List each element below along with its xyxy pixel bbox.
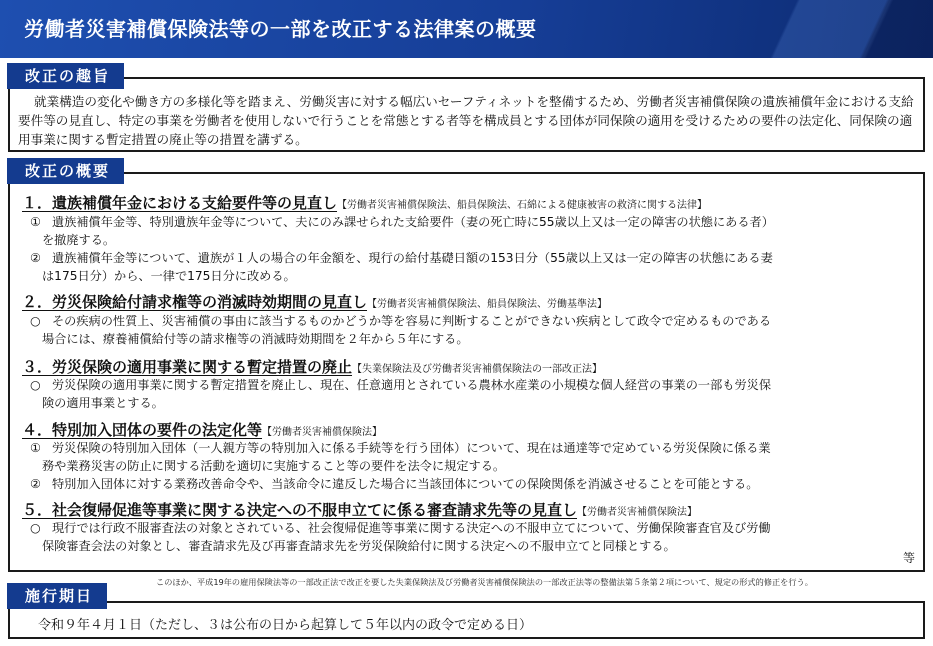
section-1-item-2-cont: は175日分）から、一律で175日分に改める。 (42, 269, 296, 283)
section-5-item-1-cont: 保険審査会法の対象とし、審査請求先及び再審査請求先を労災保険給付に関する決定への不服申立てと同様とする。 (42, 539, 676, 553)
item-text: その疾病の性質上、災害補償の事由に該当するものかどうか等を容易に判断することができない疾病として政令で定めるものである (52, 314, 772, 328)
section-1-title (22, 192, 707, 213)
section-4-title (22, 419, 382, 440)
section-1-heading: １．遺族補償年金における支給要件等の見直し (22, 194, 338, 212)
section-2-law: 【労働者災害補償保険法、船員保険法、労働基準法】 (367, 299, 608, 310)
section-5-title (22, 499, 697, 520)
section-4-heading: ４．特別加入団体の要件の法定化等 (22, 421, 263, 439)
footnote: このほか、平成19年の雇用保険法等の一部改正法で改正を要した失業保険法及び労働者災害補償保険法の一部改正法等の整備法第５条第２項について、規定の形式的修正を行う。 (156, 577, 813, 587)
purpose-label: 改正の趣旨 (7, 63, 124, 89)
title-banner (0, 0, 933, 58)
item-text: 遺族補償年金等について、遺族が１人の場合の年金額を、現行の給付基礎日額の153日分（55歳以上又は一定の障害の状態にある妻 (52, 251, 773, 265)
item-marker: ② (30, 251, 41, 265)
section-5-law: 【労働者災害補償保険法】 (577, 507, 698, 518)
item-marker: ○ (30, 521, 41, 535)
enforcement-label: 施行期日 (7, 583, 107, 609)
item-text: 現行では行政不服審査法の対象とされている、社会復帰促進等事業に関する決定への不服申立てについて、労働保険審査官及び労働 (52, 521, 771, 535)
overview-label: 改正の概要 (7, 158, 124, 184)
section-2-title (22, 291, 607, 312)
section-3-item-1-cont: 険の適用事業とする。 (42, 396, 164, 410)
section-3-title (22, 356, 602, 377)
item-text: 労災保険の特別加入団体（一人親方等の特別加入に係る手続等を行う団体）について、現在は通達等で定めている労災保険に係る業 (52, 441, 771, 455)
section-4-law: 【労働者災害補償保険法】 (262, 427, 383, 438)
item-marker: ○ (30, 378, 41, 392)
section-4-item-2 (30, 475, 916, 493)
section-4-item-1-cont: 務や業務災害の防止に関する活動を適切に実施すること等の要件を法令に規定する。 (42, 459, 506, 473)
item-marker: ① (30, 215, 41, 229)
enforcement-date: 令和９年４月１日（ただし、３は公布の日から起算して５年以内の政令で定める日） (38, 618, 533, 633)
section-1-law: 【労働者災害補償保険法、船員保険法、石綿による健康被害の救済に関する法律】 (337, 200, 708, 211)
page-title: 労働者災害補償保険法等の一部を改正する法律案の概要 (24, 17, 537, 41)
item-marker: ○ (30, 314, 41, 328)
section-5-item-1 (30, 519, 916, 537)
item-text: 労災保険の適用事業に関する暫定措置を廃止し、現在、任意適用とされている農林水産業の小規模な個人経営の事業の一部も労災保 (52, 378, 772, 392)
section-3-law: 【失業保険法及び労働者災害補償保険法の一部改正法】 (352, 364, 603, 375)
item-marker: ① (30, 441, 41, 455)
section-1-item-1 (30, 213, 916, 231)
section-2-item-1 (30, 312, 916, 330)
item-text: 遺族補償年金等、特別遺族年金等について、夫にのみ課せられた支給要件（妻の死亡時に55歳以上又は一定の障害の状態にある者） (52, 215, 774, 229)
banner-decoration-dark (753, 0, 933, 58)
section-1-item-1-cont: を撤廃する。 (42, 233, 116, 247)
item-text: 特別加入団体に対する業務改善命令や、当該命令に違反した場合に当該団体についての保険関係を消滅させることを可能とする。 (52, 477, 759, 491)
section-1-item-2 (30, 249, 916, 267)
etc-mark: 等 (902, 551, 915, 565)
section-3-item-1 (30, 376, 916, 394)
section-2-item-1-cont: 場合には、療養補償給付等の請求権等の消滅時効期間を２年から５年にする。 (42, 332, 469, 346)
section-5-heading: ５．社会復帰促進等事業に関する決定への不服申立てに係る審査請求先等の見直し (22, 501, 578, 519)
section-3-heading: ３．労災保険の適用事業に関する暫定措置の廃止 (22, 358, 353, 376)
purpose-text (18, 92, 918, 149)
purpose-body: 就業構造の変化や働き方の多様化等を踏まえ、労働災害に対する幅広いセーフティネットを整備するため、労働者災害補償保険の遺族補償年金における支給要件等の見直し、特定の事業を労働者を使用しないで行うことを常態とする者等を構成員とする団体が同保険の適用を受けるための要件の法定化、同保険の適用事業に関する暫定措置の廃止等の措置を講ずる。 (18, 94, 914, 147)
item-marker: ② (30, 477, 41, 491)
section-2-heading: ２．労災保険給付請求権等の消滅時効期間の見直し (22, 293, 368, 311)
section-4-item-1 (30, 439, 916, 457)
